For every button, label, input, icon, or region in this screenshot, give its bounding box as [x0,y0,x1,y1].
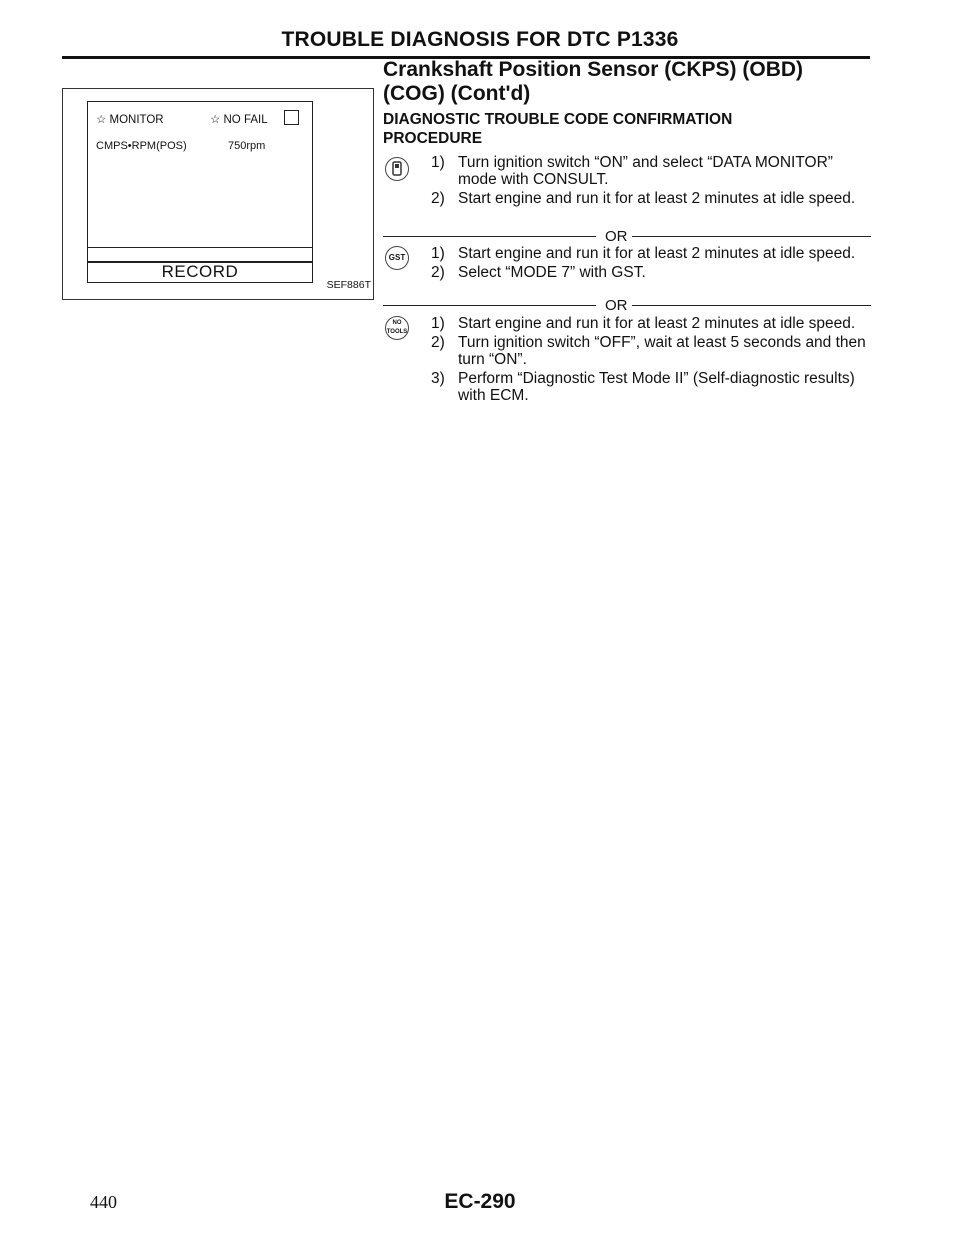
monitor-screen [87,101,313,263]
monitor-header-row [88,108,312,128]
procedure-heading-line2: PROCEDURE [383,130,483,147]
step-number: 1) [431,245,445,262]
or-divider [383,228,871,244]
or-label: OR [605,228,628,245]
or-label: OR [605,297,628,314]
step-text: Turn ignition switch “OFF”, wait at least 5 seconds and then turn “ON”. [458,334,866,368]
section-title [383,58,883,106]
step-text: Start engine and run it for at least 2 minutes at idle speed. [458,245,856,262]
param-name: CMPS•RPM(POS) [96,140,187,152]
step-number: 3) [431,370,445,387]
divider-line [632,305,871,306]
record-button[interactable]: RECORD [87,261,313,283]
list-item [383,245,873,262]
list-item [383,154,873,188]
step-text: Start engine and run it for at least 2 minutes at idle speed. [458,190,856,207]
checkbox-icon [284,110,299,125]
no-tools-icon: NO TOOLS [385,316,409,340]
divider-line [383,305,596,306]
list-item [383,190,873,207]
divider-line [383,236,596,237]
list-item [383,334,873,368]
list-item [383,370,873,404]
step-number: 2) [431,190,445,207]
procedure-heading [383,110,883,148]
step-number: 1) [431,315,445,332]
consult-screen-figure [62,88,374,300]
monitor-label: ☆ MONITOR [96,114,164,126]
step-text: Select “MODE 7” with GST. [458,264,646,281]
param-value: 750rpm [228,140,266,152]
step-text: Start engine and run it for at least 2 minutes at idle speed. [458,315,856,332]
or-divider [383,297,871,313]
page-number: 440 [90,1192,117,1212]
procedure-no-tools [383,315,873,406]
divider-line [632,236,871,237]
step-number: 2) [431,264,445,281]
procedure-gst [383,245,873,283]
section-title-line1: Crankshaft Position Sensor (CKPS) (OBD) [383,58,804,81]
procedure-consult [383,154,873,209]
page-header: TROUBLE DIAGNOSIS FOR DTC P1336 [281,28,679,51]
section-title-line2: (COG) (Cont'd) [383,82,531,105]
figure-code: SEF886T [326,279,371,291]
list-item [383,315,873,332]
no-fail-label: ☆ NO FAIL [210,114,268,126]
section-page-number: EC-290 [444,1190,516,1213]
step-text: Turn ignition switch “ON” and select “DATA MONITOR” mode with CONSULT. [458,154,833,188]
procedure-heading-line1: DIAGNOSTIC TROUBLE CODE CONFIRMATION [383,111,733,128]
list-item [383,264,873,281]
gst-icon: GST [385,246,409,270]
step-number: 2) [431,334,445,351]
step-number: 1) [431,154,445,171]
step-text: Perform “Diagnostic Test Mode II” (Self-diagnostic results) with ECM. [458,370,855,404]
